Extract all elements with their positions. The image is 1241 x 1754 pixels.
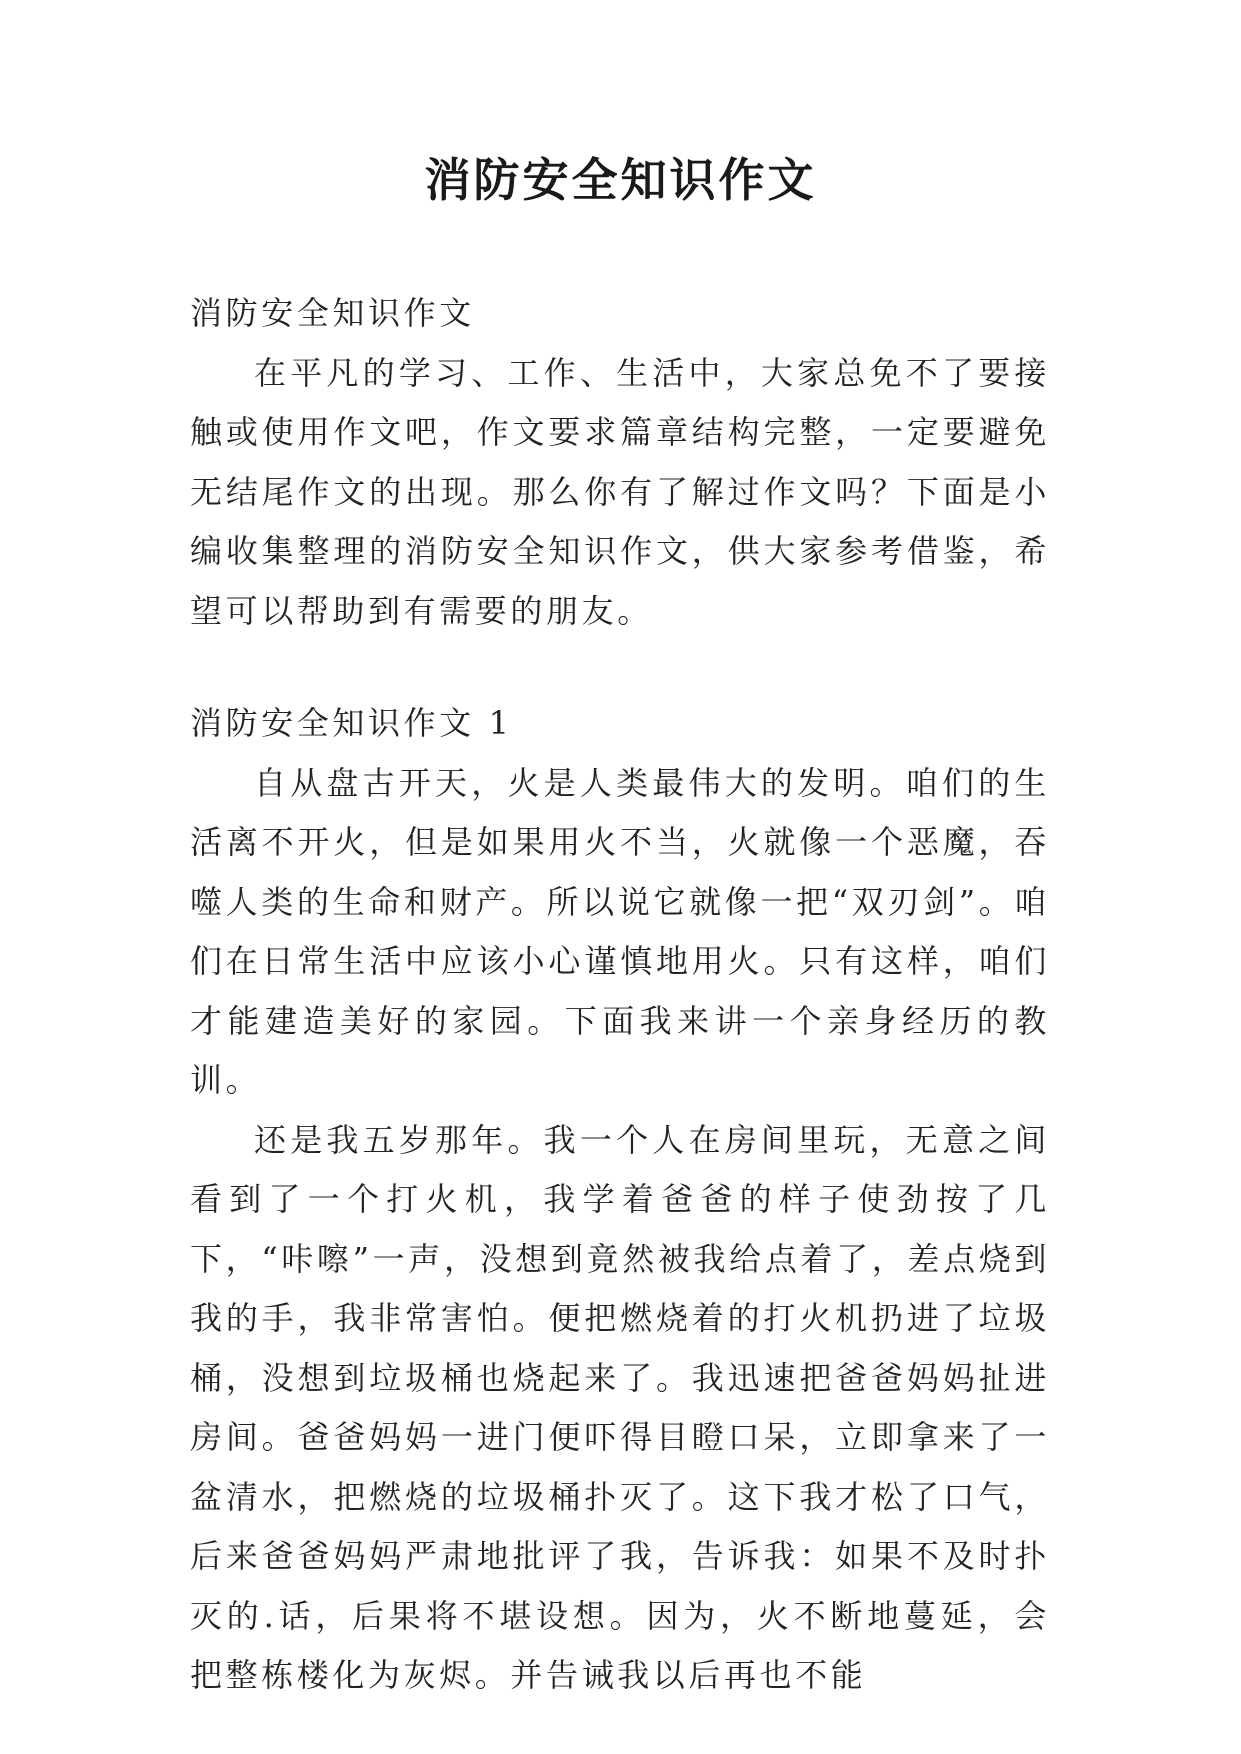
essay-1-section xyxy=(190,694,1050,1706)
intro-section xyxy=(190,284,1050,641)
intro-paragraph: 在平凡的学习、工作、生活中，大家总免不了要接触或使用作文吧，作文要求篇章结构完整，一定要避免无结尾作文的出现。那么你有了解过作文吗？下面是小编收集整理的消防安全知识作文，供大家参考借鉴，希望可以帮助到有需要的朋友。 xyxy=(190,353,1050,630)
essay-1-paragraph-1: 自从盘古开天，火是人类最伟大的发明。咱们的生活离不开火，但是如果用火不当，火就像一个恶魔，吞噬人类的生命和财产。所以说它就像一把“双刃剑”。咱们在日常生活中应该小心谨慎地用火。只有这样，咱们才能建造美好的家园。下面我来讲一个亲身经历的教训。 xyxy=(190,763,1050,1099)
essay-1-heading: 消防安全知识作文 1 xyxy=(190,704,513,742)
essay-1-paragraph-2: 还是我五岁那年。我一个人在房间里玩，无意之间看到了一个打火机，我学着爸爸的样子使劲按了几下，“咔嚓”一声，没想到竟然被我给点着了，差点烧到我的手，我非常害怕。便把燃烧着的打火机扔进了垃圾桶，没想到垃圾桶也烧起来了。我迅速把爸爸妈妈扯进房间。爸爸妈妈一进门便吓得目瞪口呆，立即拿来了一盆清水，把燃烧的垃圾桶扑灭了。这下我才松了口气，后来爸爸妈妈严肃地批评了我，告诉我：如果不及时扑灭的.话，后果将不堪设想。因为，火不断地蔓延，会把整栋楼化为灰烬。并告诫我以后再也不能 xyxy=(190,1120,1050,1694)
section-heading: 消防安全知识作文 xyxy=(190,294,475,332)
document-title: 消防安全知识作文 xyxy=(424,153,817,207)
